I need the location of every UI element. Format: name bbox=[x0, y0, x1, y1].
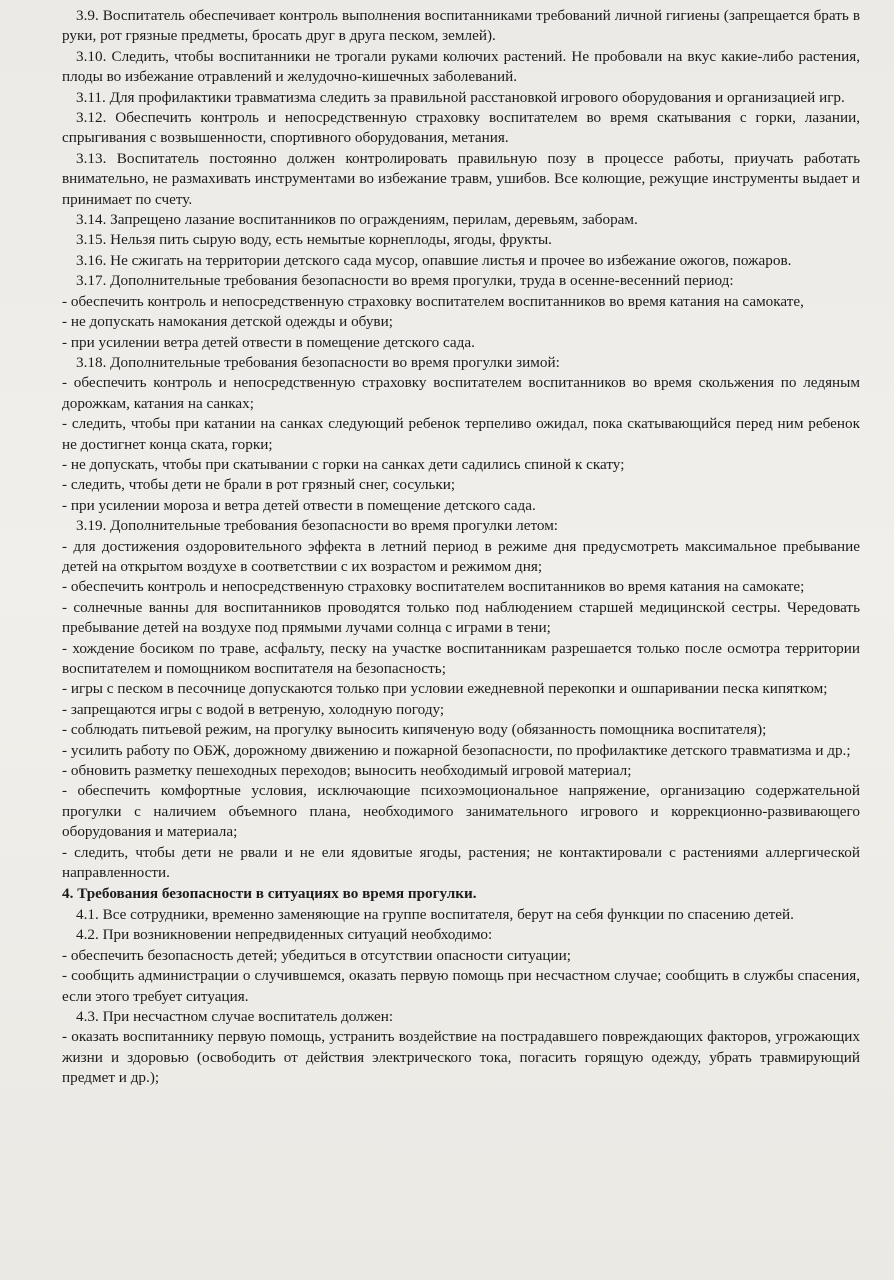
paragraph: - запрещаются игры с водой в ветреную, холодную погоду; bbox=[62, 700, 445, 718]
paragraph: - обеспечить комфортные условия, исключающие психоэмоциональное напряжение, организацию содержательной прогулки с наличием объемного плана, необходимого занимательного игрового и коррекционно-развивающего оборудования и материала; bbox=[62, 782, 860, 841]
paragraph: - сообщить администрации о случившемся, оказать первую помощь при несчастном случае; сообщить в службы спасения, если этого требует ситуация. bbox=[62, 967, 860, 1005]
paragraph: 3.14. Запрещено лазание воспитанников по ограждениям, перилам, деревьям, заборам. bbox=[76, 211, 638, 229]
paragraph: - не допускать, чтобы при скатывании с горки на санках дети садились спиной к скату; bbox=[62, 455, 625, 473]
paragraph: - обеспечить контроль и непосредственную страховку воспитателем воспитанников во время катания на самокате, bbox=[62, 292, 804, 310]
paragraph: 4.3. При несчастном случае воспитатель должен: bbox=[76, 1007, 394, 1025]
paragraph: 3.17. Дополнительные требования безопасности во время прогулки, труда в осенне-весенний период: bbox=[76, 272, 734, 290]
paragraph: 3.16. Не сжигать на территории детского сада мусор, опавшие листья и прочее во избежание ожогов, пожаров. bbox=[76, 251, 792, 269]
paragraph: 3.10. Следить, чтобы воспитанники не трогали руками колючих растений. Не пробовали на вкус какие-либо растения, плоды во избежание отравлений и желудочно-кишечных заболеваний. bbox=[62, 47, 860, 86]
paragraph: - солнечные ванны для воспитанников проводятся только под наблюдением старшей медицинской сестры. Чередовать пребывание детей на воздухе под прямыми лучами солнца с играми в тени; bbox=[62, 598, 860, 637]
document-body bbox=[62, 6, 860, 1089]
paragraph: 3.19. Дополнительные требования безопасности во время прогулки летом: bbox=[76, 517, 559, 535]
paragraph: - оказать воспитаннику первую помощь, устранить воздействие на пострадавшего повреждающих факторов, угрожающих жизни и здоровью (освободить от действия электрического тока, погасить горящую одежду, убрать травмирующий предмет и др.); bbox=[62, 1028, 860, 1087]
paragraph: - усилить работу по ОБЖ, дорожному движению и пожарной безопасности, по профилактике детского травматизма и др.; bbox=[62, 741, 851, 759]
paragraph: 4.1. Все сотрудники, временно заменяющие на группе воспитателя, берут на себя функции по спасению детей. bbox=[76, 905, 794, 923]
paragraph: - обеспечить контроль и непосредственную страховку воспитателем воспитанников во время скольжения по ледяным дорожкам, катания на санках; bbox=[62, 374, 860, 412]
paragraph: 3.12. Обеспечить контроль и непосредственную страховку воспитателем во время скатывания с горки, лазании, спрыгивания с возвышенности, спортивного оборудования, метания. bbox=[62, 109, 860, 147]
paragraph: 3.11. Для профилактики травматизма следить за правильной расстановкой игрового оборудования и организацией игр. bbox=[76, 88, 845, 106]
paragraph: - игры с песком в песочнице допускаются только при условии ежедневной перекопки и ошпаривании песка кипятком; bbox=[62, 680, 828, 698]
paragraph: - при усилении ветра детей отвести в помещение детского сада. bbox=[62, 333, 475, 351]
paragraph: - следить, чтобы при катании на санках следующий ребенок терпеливо ожидал, пока скатывающийся перед ним ребенок не достигнет конца ската, горки; bbox=[62, 415, 860, 453]
paragraph: 4.2. При возникновении непредвиденных ситуаций необходимо: bbox=[76, 926, 493, 944]
paragraph: - не допускать намокания детской одежды и обуви; bbox=[62, 313, 393, 331]
paragraph: - соблюдать питьевой режим, на прогулку выносить кипяченую воду (обязанность помощника воспитателя); bbox=[62, 721, 767, 739]
paragraph: 3.13. Воспитатель постоянно должен контролировать правильную позу в процессе работы, приучать работать внимательно, не размахивать инструментами во избежание травм, ушибов. Все колющие, режущие инструменты выдает и принимает по счету. bbox=[62, 149, 860, 208]
paragraph: - следить, чтобы дети не брали в рот грязный снег, сосульки; bbox=[62, 476, 456, 494]
paragraph: - хождение босиком по траве, асфальту, песку на участке воспитанникам разрешается только после осмотра территории воспитателем и помощником воспитателя на безопасность; bbox=[62, 639, 860, 677]
section-heading: 4. Требования безопасности в ситуациях во время прогулки. bbox=[62, 885, 477, 903]
paragraph: 3.9. Воспитатель обеспечивает контроль выполнения воспитанниками требований личной гигиены (запрещается брать в руки, рот грязные предметы, бросать друг в друга песком, землей). bbox=[62, 7, 860, 45]
paragraph: - обновить разметку пешеходных переходов; выносить необходимый игровой материал; bbox=[62, 762, 632, 780]
paragraph: - при усилении мороза и ветра детей отвести в помещение детского сада. bbox=[62, 496, 536, 514]
paragraph: - для достижения оздоровительного эффекта в летний период в режиме дня предусмотреть максимальное пребывание детей на открытом воздухе в соответствии с их возрастом и режимом дня; bbox=[62, 537, 860, 575]
paragraph: 3.15. Нельзя пить сырую воду, есть немытые корнеплоды, ягоды, фрукты. bbox=[76, 231, 552, 249]
paragraph: - обеспечить контроль и непосредственную страховку воспитателем воспитанников во время катания на самокате; bbox=[62, 578, 805, 596]
paragraph: 3.18. Дополнительные требования безопасности во время прогулки зимой: bbox=[76, 353, 560, 371]
paragraph: - обеспечить безопасность детей; убедиться в отсутствии опасности ситуации; bbox=[62, 946, 572, 964]
paragraph: - следить, чтобы дети не рвали и не ели ядовитые ягоды, растения; не контактировали с растениями аллергической направленности. bbox=[62, 843, 860, 882]
